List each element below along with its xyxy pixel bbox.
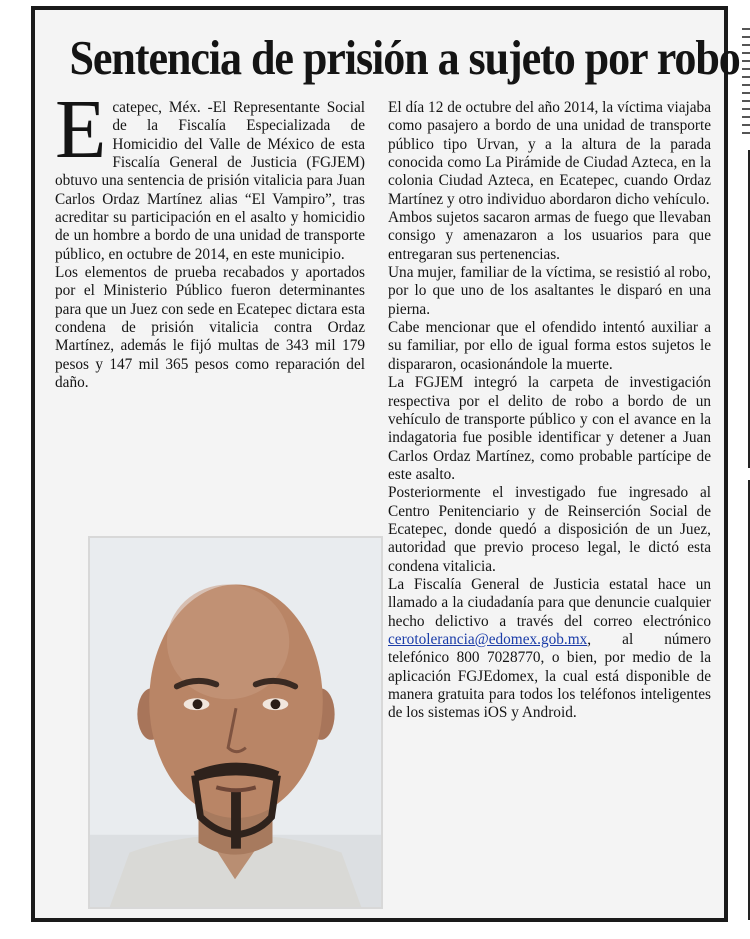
- adjacent-column-edge: [742, 28, 750, 138]
- headline: Sentencia de prisión a sujeto por robo: [69, 30, 740, 85]
- left-column: [55, 83, 365, 393]
- paragraph-death: Cabe mencionar que el ofendido intentó auxiliar a su familiar, por ello de igual forma estos sujetos le dispararon, ocasionándole la muerte.: [388, 319, 711, 373]
- paragraph-custody: Posteriormente el investigado fue ingresado al Centro Penitenciario y de Reinserción Social de Ecatepec, donde quedó a disposición de un Juez, autoridad que previo proceso legal, le dictó esta condena vitalicia.: [388, 484, 711, 575]
- paragraph-incident: El día 12 de octubre del año 2014, la víctima viajaba como pasajero a bordo de una unidad de transporte público tipo Urvan, y a la altura de la parada conocida como La Pirámide de Ciudad Azteca, en la colonia Ciudad Azteca, en Ecatepec, cuando Ordaz Martínez y otro individuo abordaron dicho vehículo.: [388, 99, 711, 208]
- paragraph-investigation: La FGJEM integró la carpeta de investigación respectiva por el delito de robo a bordo de un vehículo de transporte público y con el avance en la indagatoria fue posible identificar y detener a Juan Carlos Ordaz Martínez, como probable partícipe de este asalto.: [388, 374, 711, 483]
- paragraph-evidence: Los elementos de prueba recabados y aportados por el Ministerio Público fueron determinantes para que un Juez con sede en Ecatepec dictara esta condena de prisión vitalicia contra Ordaz Martínez, además le fijó multas de 343 mil 179 pesos y 147 mil 365 pesos como reparación del daño.: [55, 264, 365, 392]
- paragraph-resistance: Una mujer, familiar de la víctima, se resistió al robo, por lo que uno de los asaltantes le disparó en una pierna.: [388, 264, 711, 318]
- paragraph-intro: [55, 83, 365, 264]
- intro-text: catepec, Méx. -El Representante Social de la Fiscalía Especializada de Homicidio del Valle de México de esta Fiscalía General de Justicia (FGJEM) obtuvo una sentencia de prisión vitalicia para Juan Carlos Ordaz Martínez alias “El Vampiro”, tras acreditar su participación en el asalto y homicidio de un hombre a bordo de una unidad de transporte público, en octubre de 2014, en este municipio.: [55, 99, 365, 263]
- paragraph-call-to-action: [388, 576, 711, 723]
- portrait-illustration: [90, 538, 381, 907]
- news-article: [31, 6, 740, 922]
- drop-cap: E: [55, 83, 107, 176]
- email-link[interactable]: cerotolerancia@edomex.gob.mx: [388, 630, 588, 648]
- cta-text-after: , al número telefónico 800 7028770, o bien, por medio de la aplicación FGJEdomex, la cual está disponible de manera gratuita para todos los teléfonos inteligentes de los sistemas iOS y Android.: [388, 630, 711, 722]
- suspect-photo: [88, 536, 383, 909]
- paragraph-weapons: Ambos sujetos sacaron armas de fuego que llevaban consigo y amenazaron a los usuarios para que entregaran sus pertenencias.: [388, 209, 711, 263]
- right-column: [388, 99, 711, 723]
- cta-text-before: La Fiscalía General de Justicia estatal hace un llamado a la ciudadanía para que denuncie cualquier hecho delictivo a través del correo electrónico: [388, 575, 711, 630]
